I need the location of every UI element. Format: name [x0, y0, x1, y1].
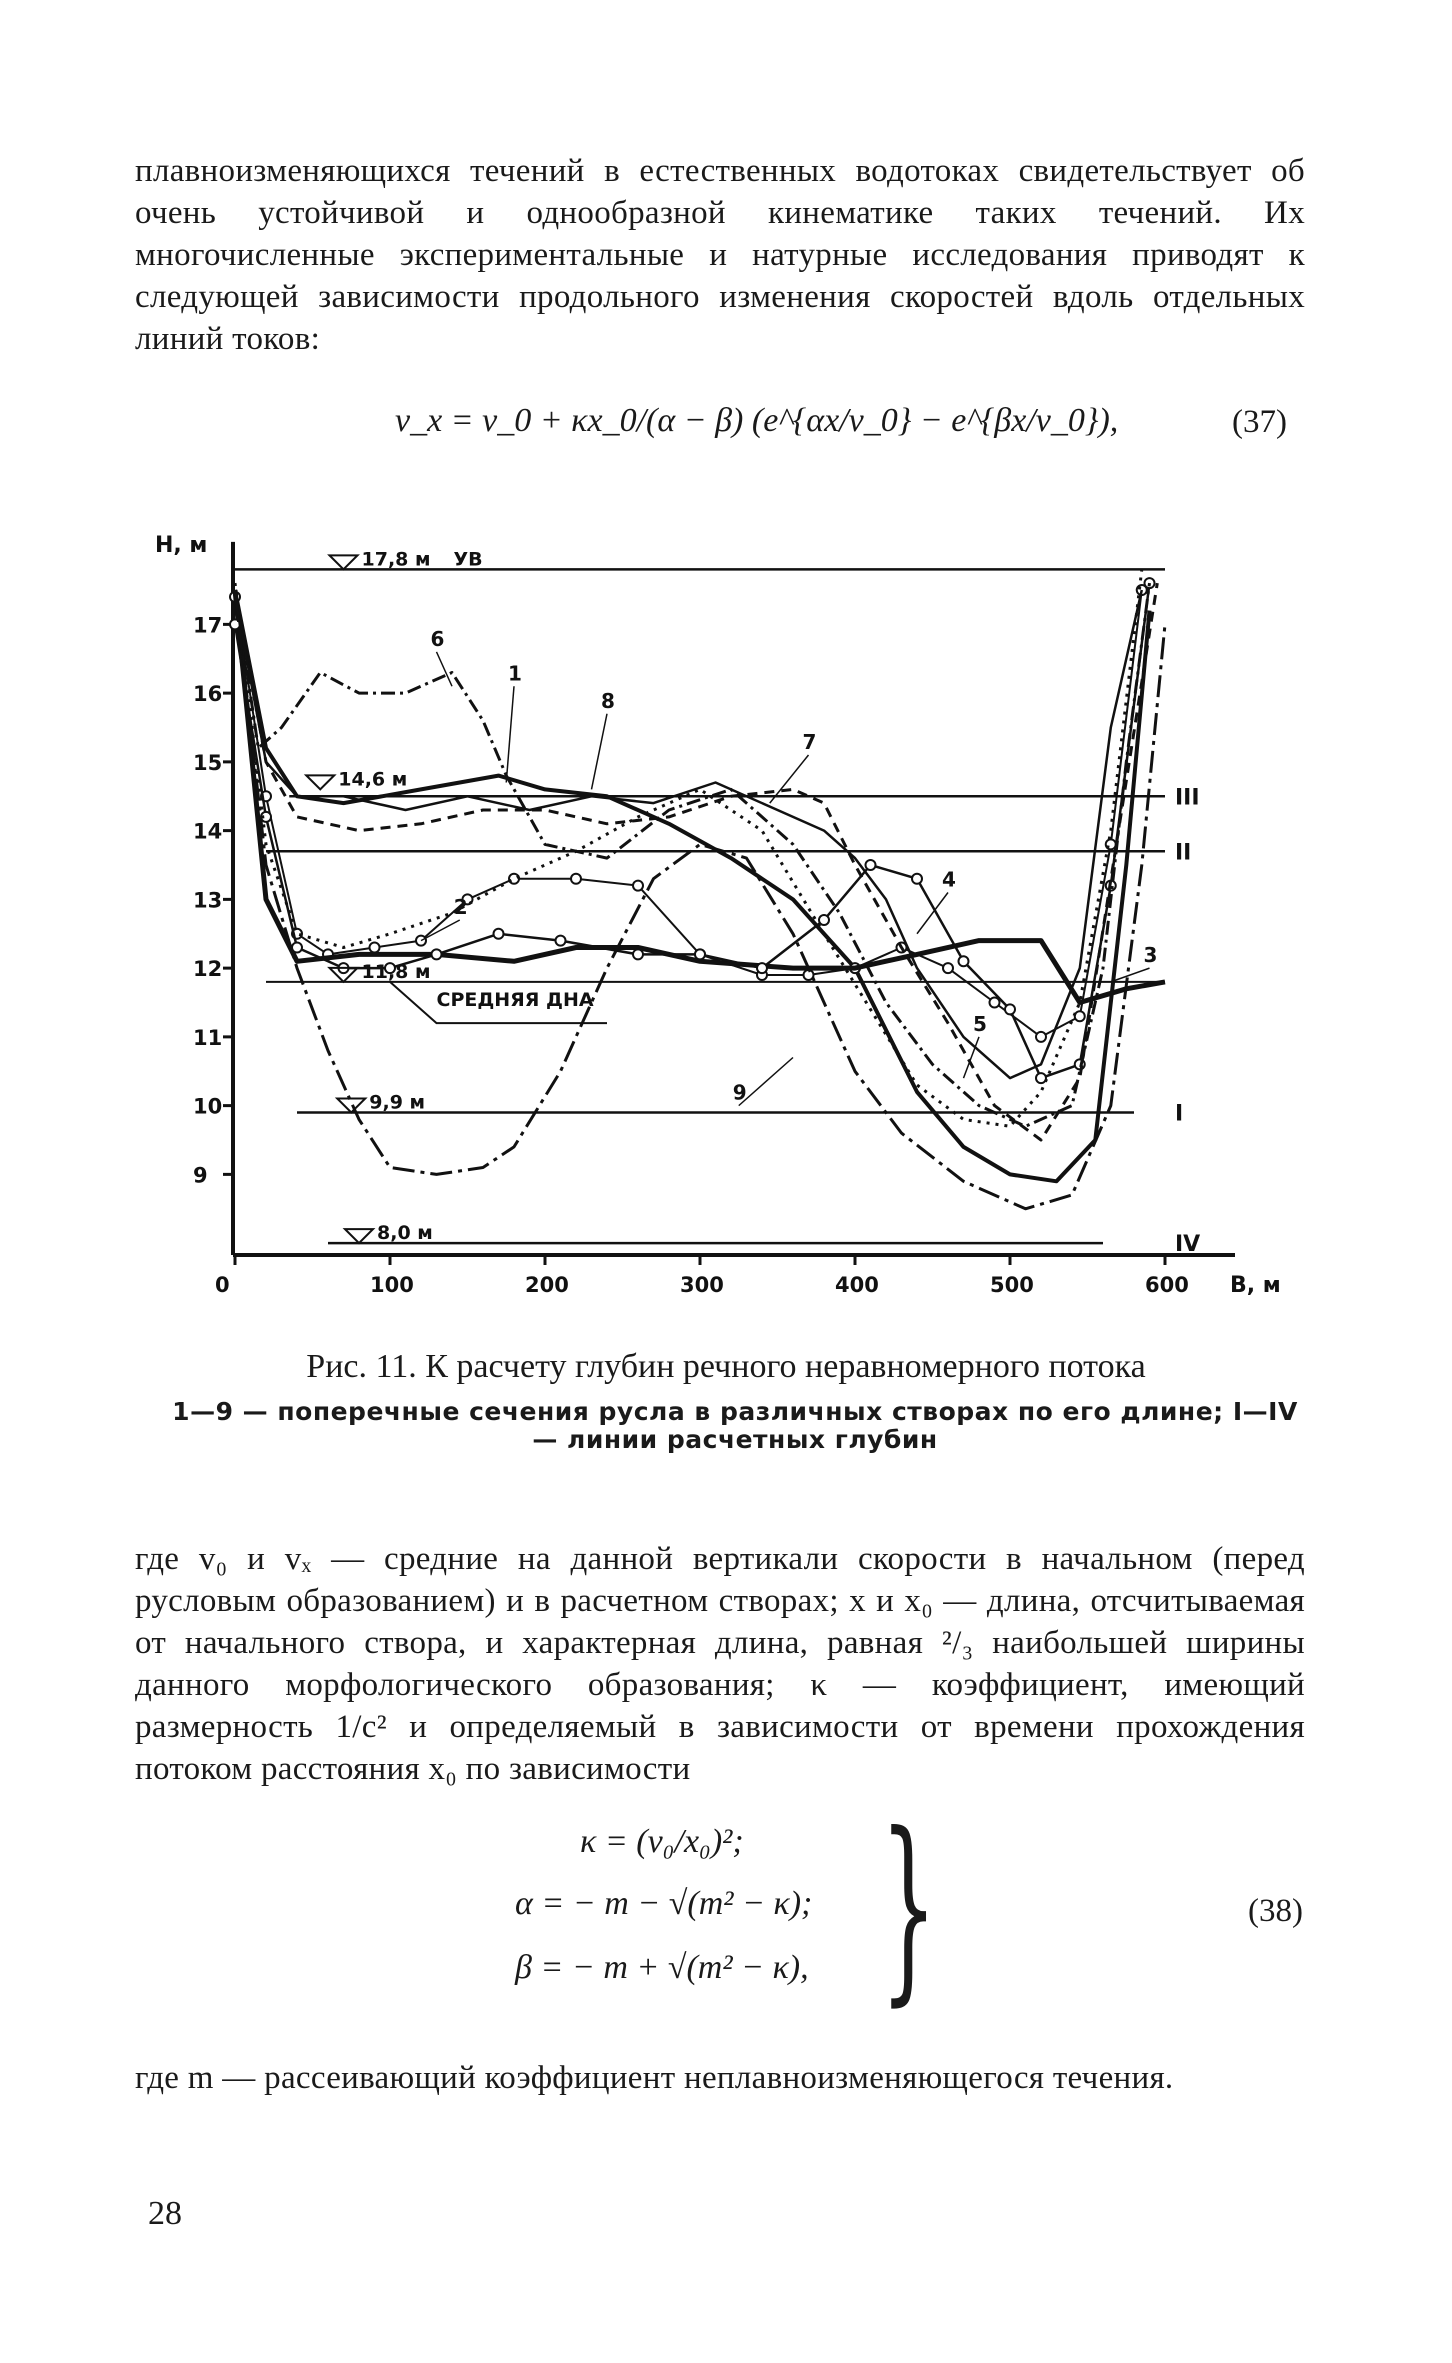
level-label: 14,6 м — [338, 768, 408, 791]
y-tick-label: 17 — [193, 613, 223, 638]
section-leader — [437, 652, 453, 686]
y-tick-label: 15 — [193, 750, 223, 775]
figure-11-chart — [0, 490, 1452, 1310]
series-point-4 — [292, 943, 302, 953]
section-label-3: 3 — [1143, 943, 1158, 968]
y-tick-label: 11 — [193, 1025, 223, 1050]
series-point-2 — [633, 881, 643, 891]
level-label: 11,8 м — [361, 960, 431, 983]
section-leader — [739, 1058, 793, 1106]
x-axis-label: В, м — [1230, 1273, 1281, 1298]
y-axis-label: Н, м — [155, 533, 208, 559]
page-number: 28 — [148, 2195, 182, 2232]
x-tick-label: 500 — [990, 1273, 1034, 1297]
y-tick-label: 9 — [193, 1163, 208, 1188]
intro-paragraph: плавноизменяющихся течений в естественных водотоках свидетельствует об очень устойчивой и однообразной кинематике таких течений. Их многочисленные экспериментальные и натурные исследования приводят к следующей зависимости продольного изменения скоростей вдоль отдельных линий токов: — [135, 153, 1305, 357]
level-triangle-icon — [306, 775, 334, 789]
series-point-4 — [959, 956, 969, 966]
series-line-6 — [235, 583, 1150, 1126]
series-point-4 — [757, 963, 767, 973]
series-point-4 — [912, 874, 922, 884]
equation-38-line-2: α = − m − √(m² − κ); — [515, 1885, 813, 1922]
calc-line-label: IV — [1175, 1232, 1201, 1258]
section-label-5: 5 — [973, 1011, 987, 1036]
level-tag: УВ — [453, 548, 483, 571]
equation-38-number: (38) — [1248, 1893, 1303, 1929]
section-label-9: 9 — [732, 1080, 747, 1105]
x-tick-label: 400 — [835, 1273, 879, 1297]
x-tick-label: 200 — [525, 1273, 569, 1297]
x-tick-label: 600 — [1145, 1273, 1189, 1297]
x-tick-label: 0 — [215, 1273, 230, 1297]
average-bottom-label: СРЕДНЯЯ ДНА — [436, 988, 594, 1011]
series-point-2 — [370, 943, 380, 953]
section-label-8: 8 — [601, 688, 615, 713]
level-label: 17,8 м — [361, 548, 431, 571]
series-point-2 — [571, 874, 581, 884]
calc-line-label: I — [1175, 1101, 1184, 1127]
y-tick-label: 12 — [193, 957, 223, 982]
level-triangle-icon — [330, 555, 358, 569]
series-line-9 — [235, 590, 1165, 1209]
section-leader — [1111, 968, 1150, 982]
y-tick-label: 13 — [193, 888, 223, 913]
series-point-4 — [866, 860, 876, 870]
series-point-4 — [633, 949, 643, 959]
section-label-7: 7 — [802, 730, 817, 754]
level-label: 8,0 м — [377, 1222, 433, 1245]
series-point-4 — [556, 936, 566, 946]
equation-38-line-3: β = − m + √(m² − κ), — [515, 1949, 809, 1986]
equation-38-line-1: κ = (v₀/x₀)²; — [580, 1823, 744, 1860]
series-point-2 — [990, 998, 1000, 1008]
series-point-4 — [432, 949, 442, 959]
calc-line-label: II — [1175, 840, 1192, 866]
series-point-2 — [1036, 1032, 1046, 1042]
y-tick-label: 16 — [193, 682, 223, 707]
section-label-4: 4 — [942, 867, 956, 892]
equation-38-brace: } — [880, 1791, 938, 2024]
explanation-paragraph: где v₀ и vₓ — средние на данной вертикали скорости в начальном (перед русловым образованием) и в расчетном створах; x и x₀ — длина, отсчитываемая от начального створа, и характерная длина, равная ²/₃ наибольшей ширины данного морфологического образования; κ — коэффициент, имеющий размерность 1/с² и определяемый в зависимости от времени прохождения потоком расстояния x₀ по зависимости — [135, 1541, 1305, 1787]
section-label-1: 1 — [508, 661, 522, 686]
series-point-2 — [1075, 1011, 1085, 1021]
section-label-6: 6 — [430, 626, 445, 651]
x-tick-label: 300 — [680, 1273, 724, 1297]
series-point-4 — [494, 929, 504, 939]
equation-37-number: (37) — [1232, 404, 1287, 440]
equation-37: v_x = v_0 + κx_0/(α − β) (e^{αx/v_0} − e^{βx/v_0}), — [395, 402, 1119, 439]
figure-caption-title: Рис. 11. К расчету глубин речного неравномерного потока — [306, 1348, 1146, 1385]
series-point-4 — [819, 915, 829, 925]
series-point-2 — [943, 963, 953, 973]
level-triangle-icon — [345, 1229, 373, 1243]
y-tick-label: 14 — [193, 819, 223, 844]
series-line-7 — [235, 583, 1157, 1140]
section-label-2: 2 — [453, 895, 468, 919]
y-tick-label: 10 — [193, 1094, 223, 1119]
section-leader — [506, 686, 514, 782]
closing-paragraph: где m — рассеивающий коэффициент неплавноизменяющегося течения. — [135, 2060, 1174, 2096]
figure-caption-body: 1—9 — поперечные сечения русла в различных створах по его длине; I—IV — линии расчетных глубин — [172, 1397, 1298, 1454]
series-point-4 — [695, 949, 705, 959]
level-label: 9,9 м — [369, 1091, 426, 1114]
series-point-4 — [1005, 1004, 1015, 1014]
x-tick-label: 100 — [370, 1273, 414, 1297]
series-line-5 — [235, 569, 1142, 1126]
calc-line-label: III — [1175, 785, 1200, 811]
section-leader — [592, 714, 608, 790]
series-point-4 — [1036, 1073, 1046, 1083]
